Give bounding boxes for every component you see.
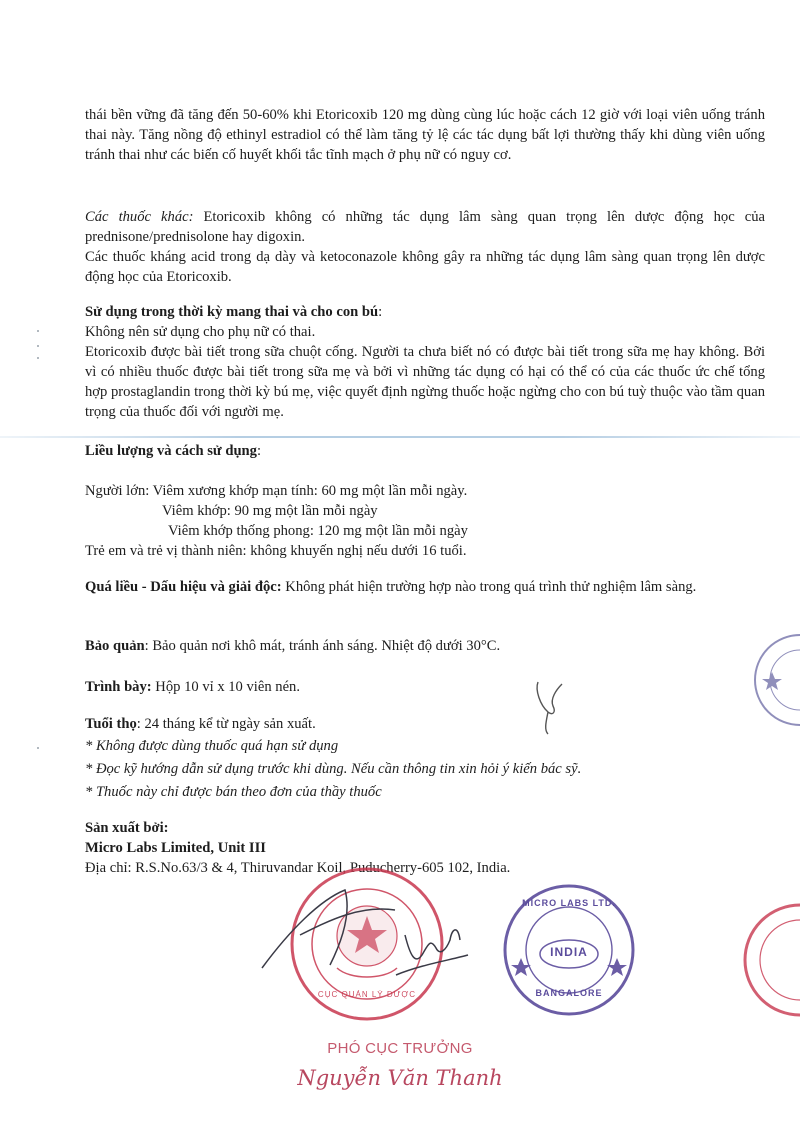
shelf-life-label: Tuổi thọ [85, 716, 137, 732]
pregnancy-heading-text: Sử dụng trong thời kỳ mang thai và cho con bú [85, 304, 379, 320]
packaging-label: Trình bày: [85, 679, 152, 695]
pregnancy-line-1: Không nên sử dụng cho phụ nữ có thai. [85, 324, 316, 340]
warning-read-instructions: * Đọc kỹ hướng dẫn sử dụng trước khi dùng. Nếu cần thông tin xin hỏi ý kiến bác sỹ. [85, 761, 582, 777]
company-seal-bottom-text: BANGALORE [535, 988, 603, 998]
section-overdose [85, 577, 765, 597]
packaging-text: Hộp 10 vỉ x 10 viên nén. [151, 679, 300, 695]
agency-seal-text: CỤC QUẢN LÝ DƯỢC [317, 990, 417, 999]
body-text: thái bền vững đã tăng đến 50-60% khi Etoricoxib 120 mg dùng cùng lúc hoặc cách 12 giờ với loại viên uống tránh thai này. Tăng nồng độ ethinyl estradiol có thể làm tăng tỷ lệ các tác dụng bất lợi thường thấy khi dùng viên uống tránh thai như các biến cố huyết khối tắc tĩnh mạch ở phụ nữ có nguy cơ. [85, 107, 765, 163]
dosage-child: Trẻ em và trẻ vị thành niên: không khuyến nghị nếu dưới 16 tuổi. [85, 543, 467, 559]
signature-stroke [262, 890, 468, 975]
dosage-heading [85, 441, 765, 461]
section-packaging [85, 677, 765, 697]
partial-seal-right-bottom [745, 905, 800, 1015]
overdose-label: Quá liều - Dấu hiệu và giải độc: [85, 579, 282, 595]
section-other-drugs [85, 207, 765, 287]
dosage-gout: Viêm khớp thống phong: 120 mg một lần mỗi ngày [168, 523, 468, 539]
shelf-life-paragraph [85, 714, 765, 734]
edge-mark [37, 345, 39, 347]
section-manufacturer [85, 818, 765, 878]
paragraph-contraceptive [85, 105, 765, 165]
section-storage [85, 636, 765, 656]
section-dosage [85, 441, 765, 561]
edge-mark [37, 747, 39, 749]
dosage-heading-text: Liều lượng và cách sử dụng [85, 443, 257, 459]
storage-label: Bảo quản [85, 638, 145, 654]
overdose-text: Không phát hiện trường hợp nào trong quá trình thử nghiệm lâm sàng. [281, 579, 697, 595]
company-seal-top-text: MICRO LABS LTD. [522, 898, 616, 908]
antacid-text: Các thuốc kháng acid trong dạ dày và ketoconazole không gây ra những tác dụng lâm sàng quan trọng lên dược động học của Etoricoxib. [85, 249, 765, 285]
dosage-adult: Người lớn: Viêm xương khớp mạn tính: 60 mg một lần mỗi ngày. [85, 483, 468, 499]
other-drugs-paragraph [85, 207, 765, 247]
edge-mark [37, 357, 39, 359]
other-drugs-label: Các thuốc khác: [85, 209, 194, 225]
storage-paragraph [85, 636, 765, 656]
storage-text: : Bảo quản nơi khô mát, tránh ánh sáng. Nhiệt độ dưới 30°C. [144, 638, 501, 654]
signer-title: PHÓ CỤC TRƯỞNG [327, 1040, 473, 1057]
pregnancy-heading-colon: : [378, 304, 383, 320]
warning-expired: * Không được dùng thuốc quá hạn sử dụng [85, 738, 339, 754]
dosage-rheumatoid: Viêm khớp: 90 mg một lần mỗi ngày [162, 503, 378, 519]
edge-mark [37, 330, 39, 332]
fold-line [0, 436, 800, 438]
manufacturer-address: Địa chỉ: R.S.No.63/3 & 4, Thiruvandar Koil, Puducherry-605 102, India. [85, 860, 511, 876]
overdose-paragraph [85, 577, 765, 597]
shelf-life-text: : 24 tháng kể từ ngày sản xuất. [136, 716, 316, 732]
dosage-heading-colon: : [256, 443, 262, 459]
warning-prescription: * Thuốc này chỉ được bán theo đơn của thầy thuốc [85, 784, 382, 800]
packaging-paragraph [85, 677, 765, 697]
signer-name: Nguyễn Văn Thanh [297, 1066, 503, 1090]
manufacturer-name: Micro Labs Limited, Unit III [85, 840, 266, 856]
company-seal-center-text: INDIA [550, 945, 588, 959]
pregnancy-line-2: Etoricoxib được bài tiết trong sữa chuột cống. Người ta chưa biết nó có được bài tiết trong sữa mẹ hay không. Bởi vì có nhiều thuốc được bài tiết trong sữa mẹ và bởi vì những tác dụng có hại có thể có của các thuốc ức chế tổng hợp prostaglandin trong thời kỳ bú mẹ, việc quyết định ngừng thuốc hoặc ngừng cho con bú tuỳ thuộc vào tầm quan trọng của thuốc đối với người mẹ. [85, 344, 765, 420]
section-shelf-life [85, 714, 765, 802]
section-pregnancy [85, 302, 765, 422]
pregnancy-heading [85, 302, 765, 322]
manufacturer-label: Sản xuất bởi: [85, 820, 169, 836]
other-drugs-text: Etoricoxib không có những tác dụng lâm sàng quan trọng lên dược động học của prednisone/prednisolone hay digoxin. [85, 209, 765, 245]
